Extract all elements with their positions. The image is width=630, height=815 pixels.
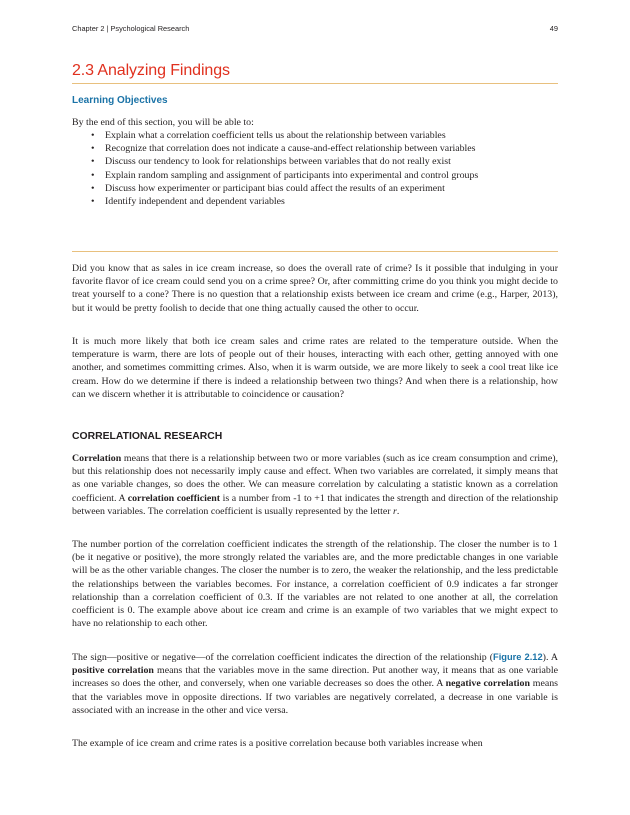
running-header (72, 24, 558, 36)
text-run: is a number from -1 to +1 that indicates the strength and direction of the relationship between variables. The correlation coefficient is usually represented by the letter (72, 492, 559, 517)
list-item (72, 195, 558, 208)
bullet-icon: • (91, 196, 95, 208)
page-number: 49 (549, 24, 558, 33)
text-run: means that the variables move in opposite directions. If two variables are negatively correlated, a decrease in one variable is associated with an increase in the other and vice versa. (72, 678, 558, 716)
list-item-text: Discuss how experimenter or participant bias could affect the results of an experiment (105, 182, 445, 194)
text-run: ). A (542, 652, 558, 663)
list-item-text: Discuss our tendency to look for relationships between variables that do not really exist (105, 156, 451, 168)
list-item (72, 169, 558, 182)
intro-paragraph-1: Did you know that as sales in ice cream increase, so does the overall rate of crime? Is it possible that indulging in your favorite flavor of ice cream could send you on a crime spree? Or, after committing crime do you think you might decide to treat yourself to a cone? There is no question that a relationship exists between ice cream and crime (e.g., Harper, 2013), but it would be pretty foolish to decide that one thing actually caused the other to occur. (72, 263, 558, 314)
bullet-icon: • (91, 143, 95, 155)
term-correlation: Correlation (72, 453, 122, 464)
section-divider-bottom (72, 251, 558, 252)
list-item (72, 182, 558, 195)
text-run: . (396, 505, 400, 517)
term-positive-correlation: positive correlation (72, 665, 154, 677)
bullet-icon: • (91, 156, 95, 168)
figure-link[interactable]: Figure 2.12 (493, 652, 543, 662)
list-item-text: Explain random sampling and assignment of participants into experimental and control groups (105, 169, 479, 181)
example-paragraph: The example of ice cream and crime rates is a positive correlation because both variables increase when (72, 738, 483, 749)
intro-paragraph-2: It is much more likely that both ice cream sales and crime rates are related to the temperature outside. When the temperature is warm, there are lots of people out of their houses, interacting with each other, getting annoyed with one another, and sometimes committing crimes. Also, when it is warm outside, we are more likely to seek a cool treat like ice cream. How do we determine if there is indeed a relationship between two things? And when there is a relationship, how can we discern whether it is attributable to coincidence or causation? (72, 336, 558, 400)
chapter-label: Chapter 2 | Psychological Research (72, 24, 190, 33)
sign-paragraph (72, 651, 558, 717)
text-run: means that there is a relationship between two or more variables (such as ice cream consumption and crime), but this relationship does not necessarily imply cause and effect. When two variables are correlated, it simply means that as one variable changes, so does the other. We can measure correlation by calculating a statistic known as a correlation coefficient. A (72, 453, 558, 504)
list-item (72, 142, 558, 155)
learning-objectives-heading: Learning Objectives (72, 95, 168, 106)
term-correlation-coefficient: correlation coefficient (127, 492, 221, 504)
bullet-icon: • (91, 169, 95, 181)
text-run: The sign—positive or negative—of the correlation coefficient indicates the direction of the relationship ( (72, 652, 494, 663)
list-item-text: Identify independent and dependent variables (105, 196, 285, 208)
section-title: 2.3 Analyzing Findings (72, 62, 230, 79)
list-item-text: Explain what a correlation coefficient tells us about the relationship between variables (105, 130, 446, 141)
term-negative-correlation: negative correlation (445, 678, 530, 690)
learning-objectives-list (72, 129, 558, 208)
letter-r: r (393, 505, 397, 517)
correlation-definition-paragraph (72, 452, 558, 518)
bullet-icon: • (91, 130, 95, 141)
learning-objectives-intro: By the end of this section, you will be able to: (72, 117, 254, 128)
correlational-research-heading: CORRELATIONAL RESEARCH (72, 431, 223, 442)
bullet-icon: • (91, 182, 95, 194)
list-item (72, 155, 558, 168)
text-run: means that the variables move in the same direction. Put another way, it means that as one variable increases so does the other, and conversely, when one variable decreases so does the other. A (72, 665, 558, 690)
section-divider-top (72, 83, 558, 84)
list-item (72, 129, 558, 142)
strength-paragraph: The number portion of the correlation coefficient indicates the strength of the relationship. The closer the number is to 1 (be it negative or positive), the more strongly related the variables are, and the more predictable changes in one variable will be as the other variable changes. The closer the number is to zero, the weaker the relationship, and the less predictable the relationships between the variables becomes. For instance, a correlation coefficient of 0.9 indicates a far stronger relationship than a correlation coefficient of 0.3. If the variables are not related to one another at all, the correlation coefficient is 0. The example above about ice cream and crime is an example of two variables that we might expect to have no relationship to each other. (72, 539, 558, 630)
list-item-text: Recognize that correlation does not indicate a cause-and-effect relationship between variables (105, 143, 476, 155)
